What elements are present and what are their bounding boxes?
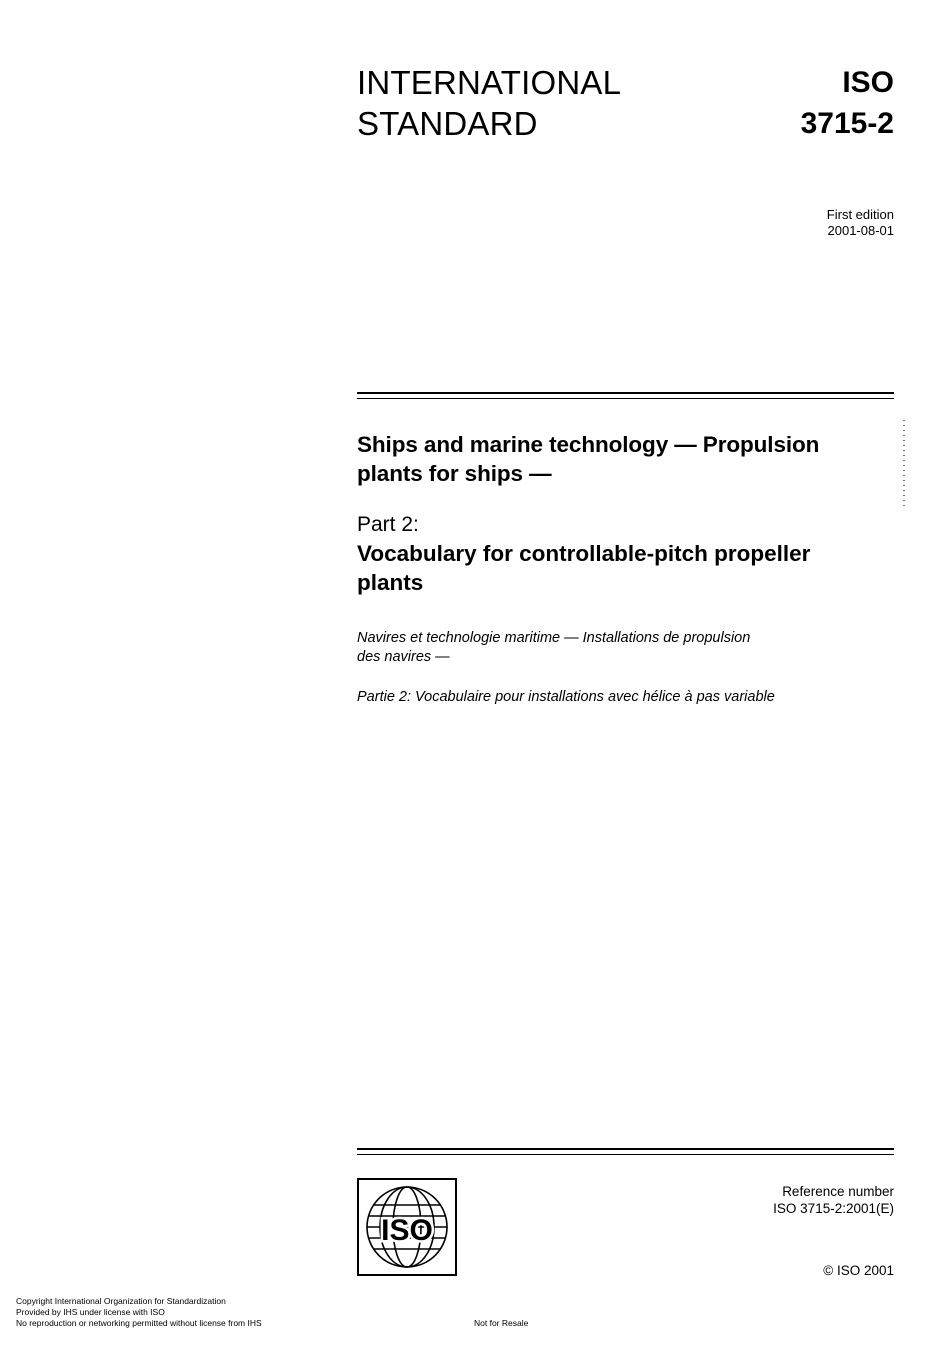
edition-label: First edition xyxy=(826,207,894,222)
license-line-3: No reproduction or networking permitted without license from IHS xyxy=(16,1318,262,1328)
edition-block xyxy=(827,207,894,239)
standard-number xyxy=(801,62,894,144)
edition-date: 2001-08-01 xyxy=(827,223,894,238)
iso-logo xyxy=(357,1178,457,1276)
part-title xyxy=(357,539,897,597)
license-line-1: Copyright International Organization for Standardization xyxy=(16,1296,226,1306)
reference-label: Reference number xyxy=(782,1184,894,1199)
standard-type-line2: STANDARD xyxy=(357,105,538,142)
document-title xyxy=(357,430,897,488)
standard-org: ISO xyxy=(842,66,894,99)
license-line-2: Provided by IHS under license with ISO xyxy=(16,1307,165,1317)
french-title-line2: des navires — xyxy=(357,649,450,665)
part-label: Part 2: xyxy=(357,513,419,536)
divider-bottom xyxy=(357,1148,894,1155)
svg-text:ISO: ISO xyxy=(381,1214,433,1247)
standard-type xyxy=(357,62,621,144)
copyright-notice: © ISO 2001 xyxy=(823,1263,894,1278)
document-title-line2: plants for ships — xyxy=(357,461,552,486)
document-title-line1: Ships and marine technology — Propulsion xyxy=(357,432,820,457)
french-title-line1: Navires et technologie maritime — Installations de propulsion xyxy=(357,630,751,646)
license-footer xyxy=(16,1296,262,1329)
standard-id: 3715-2 xyxy=(800,107,894,140)
reference-number: ISO 3715-2:2001(E) xyxy=(773,1201,894,1216)
french-part-title: Partie 2: Vocabulaire pour installations avec hélice à pas variable xyxy=(357,689,775,705)
divider-top xyxy=(357,392,894,399)
part-title-line2: plants xyxy=(357,570,424,595)
french-title xyxy=(357,629,897,667)
title-block xyxy=(357,430,897,707)
reference-block xyxy=(773,1183,894,1217)
document-header xyxy=(357,62,894,144)
not-for-resale-label: Not for Resale xyxy=(474,1318,529,1328)
standard-type-line1: INTERNATIONAL xyxy=(357,64,622,101)
iso-globe-icon xyxy=(359,1180,455,1274)
part-title-line1: Vocabulary for controllable-pitch propeller xyxy=(357,541,811,566)
margin-marker xyxy=(903,420,905,510)
